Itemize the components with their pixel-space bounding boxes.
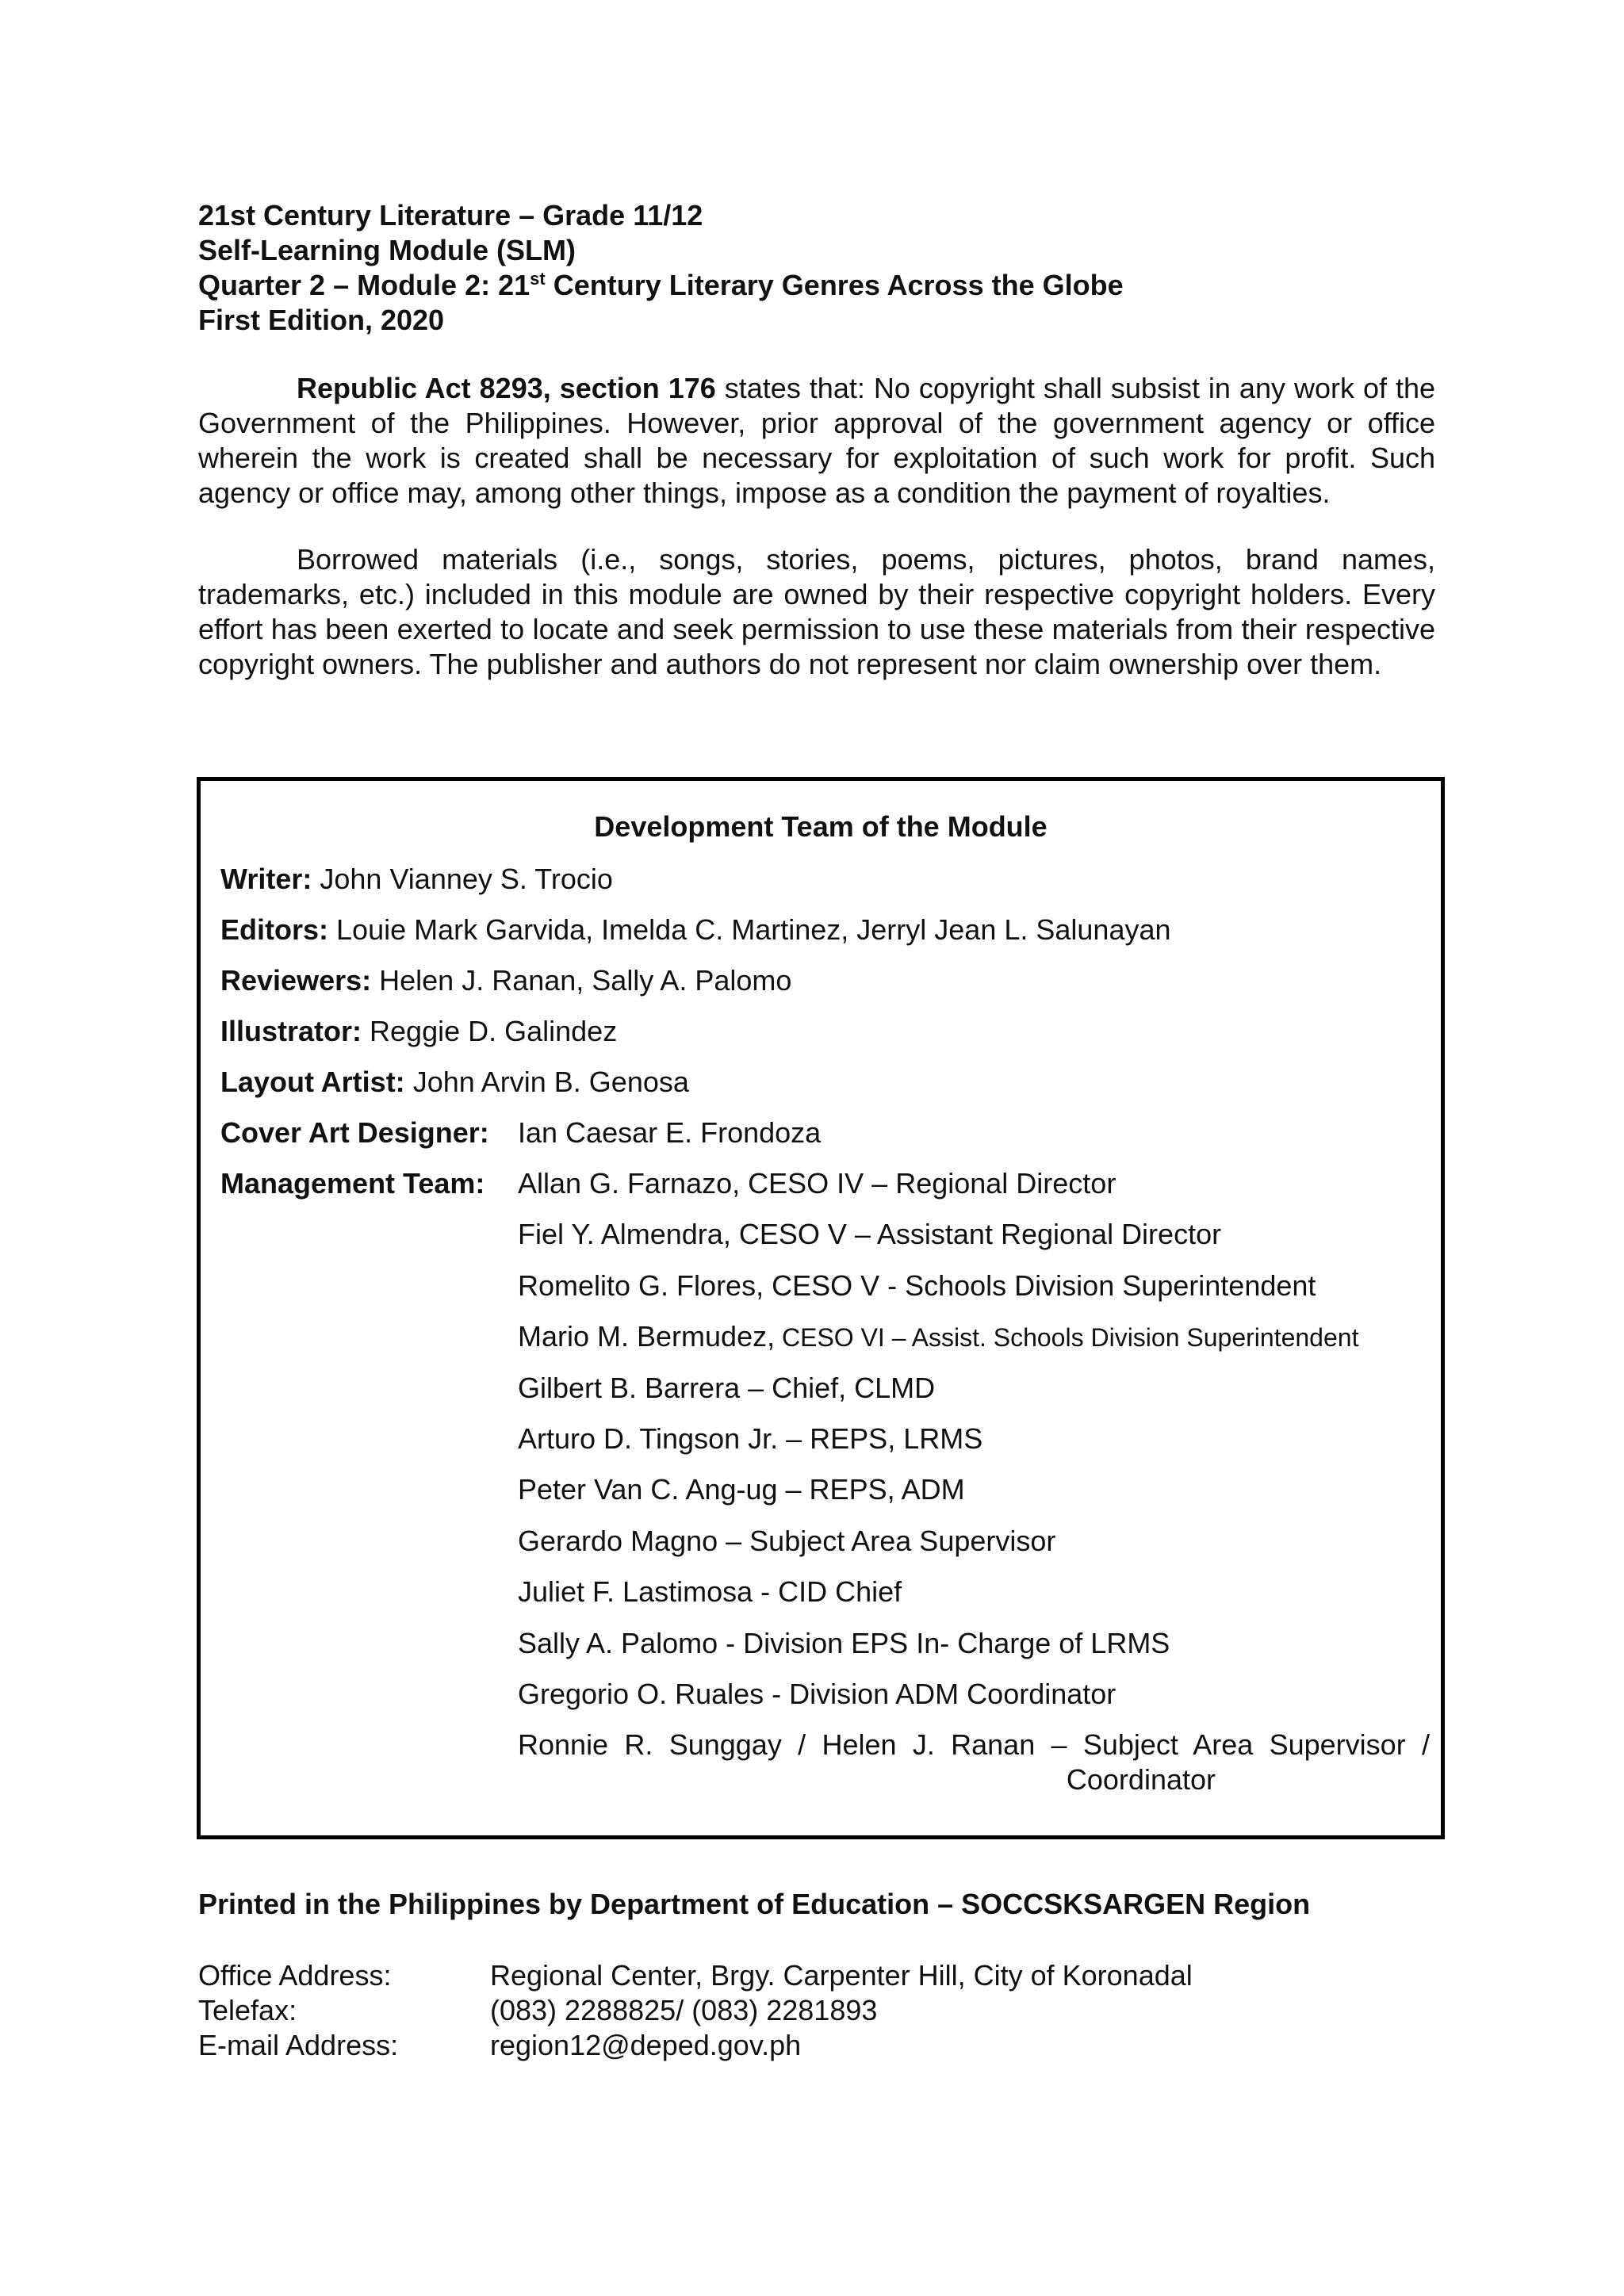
credit-value: Ian Caesar E. Frondoza [518,1116,822,1149]
management-team-list [518,1166,1430,1797]
credit-label: Writer: [220,863,312,895]
email-value: region12@deped.gov.ph [490,2029,802,2061]
credit-value: Helen J. Ranan, Sally A. Palomo [379,964,792,997]
management-member: Fiel Y. Almendra, CESO V – Assistant Regional Director [518,1218,1222,1251]
module-subject-line: 21st Century Literature – Grade 11/12 [198,199,703,232]
credit-label: Reviewers: [220,964,372,997]
management-member: Peter Van C. Ang-ug – REPS, ADM [518,1473,965,1506]
management-member: Gilbert B. Barrera – Chief, CLMD [518,1371,936,1404]
contact-value: (083) 2288825/ (083) 2281893 [490,1994,878,2026]
credit-value: John Vianney S. Trocio [320,863,613,895]
module-quarter-line [198,268,1435,303]
credit-label: Layout Artist: [220,1066,405,1098]
republic-act-reference: Republic Act 8293, section 176 [297,372,716,404]
contact-label: Office Address: [198,1959,392,1992]
credit-label: Illustrator: [220,1015,362,1047]
contact-info [198,1958,1435,2063]
contact-row-telefax [198,1993,1435,2028]
management-member: Gregorio O. Ruales - Division ADM Coordinator [518,1677,1116,1710]
credit-writer [220,862,613,897]
development-team-box [197,777,1445,1839]
credit-value: Reggie D. Galindez [370,1015,618,1047]
copyright-paragraph [198,371,1435,511]
contact-row-email [198,2028,1435,2063]
member-position: CESO VI – Assist. Schools Division Superintendent [775,1323,1359,1353]
contact-label: Telefax: [198,1994,297,2026]
credit-illustrator [220,1014,617,1049]
management-member: Sally A. Palomo - Division EPS In- Charge of LRMS [518,1626,1170,1659]
quarter-suffix: Century Literary Genres Across the Globe [545,269,1124,301]
team-box-title: Development Team of the Module [594,810,1048,843]
credit-layout-artist [220,1065,689,1100]
management-member: Gerardo Magno – Subject Area Supervisor [518,1524,1056,1557]
credit-editors [220,913,1171,947]
borrowed-materials-paragraph: Borrowed materials (i.e., songs, stories, poems, pictures, photos, brand names, trademarks, etc.) included in this module are owned by their respective copyright holders. Every effort has been exerted to locate and seek permission to use these materials from their respective copyright owners. The publisher and authors do not represent nor claim ownership over them. [198,543,1435,680]
credit-cover-art-designer [220,1115,822,1150]
credit-management-team [220,1166,485,1201]
credit-reviewers [220,963,791,998]
quarter-prefix: Quarter 2 – Module 2: 21 [198,269,530,301]
edition-line: First Edition, 2020 [198,304,445,336]
management-member-last: Ronnie R. Sunggay / Helen J. Ranan – Subject Area Supervisor / [518,1728,1430,1762]
management-member: Arturo D. Tingson Jr. – REPS, LRMS [518,1422,983,1455]
credit-label: Editors: [220,913,329,946]
credit-label: Management Team: [220,1167,485,1200]
credit-value: Louie Mark Garvida, Imelda C. Martinez, Jerryl Jean L. Salunayan [336,913,1171,946]
management-member: Juliet F. Lastimosa - CID Chief [518,1575,902,1609]
module-type-line: Self-Learning Module (SLM) [198,234,576,266]
credit-label: Cover Art Designer: [220,1116,489,1149]
management-member [518,1319,1430,1370]
module-title-block [198,198,1435,338]
management-member: Romelito G. Flores, CESO V - Schools Division Superintendent [518,1269,1316,1302]
copyright-text: states that: No copyright shall subsist in any work of the Government of the Philippines. However, prior approval of the government agency or office wherein the work is created shall be necessary for exploitation of such work for profit. Such agency or office may, among other things, impose as a condition the payment of royalties. [198,372,1435,509]
contact-label: E-mail Address: [198,2029,399,2061]
credit-value: John Arvin B. Genosa [412,1066,689,1098]
contact-value: Regional Center, Brgy. Carpenter Hill, City of Koronadal [490,1959,1193,1992]
contact-row-office [198,1958,1435,1993]
ordinal-superscript: st [530,269,546,289]
printed-by-line: Printed in the Philippines by Department of Education – SOCCSKSARGEN Region [198,1888,1311,1920]
member-name: Mario M. Bermudez, [518,1320,776,1353]
management-member-last-continued: Coordinator [1066,1763,1216,1797]
management-member: Allan G. Farnazo, CESO IV – Regional Director [518,1167,1116,1200]
